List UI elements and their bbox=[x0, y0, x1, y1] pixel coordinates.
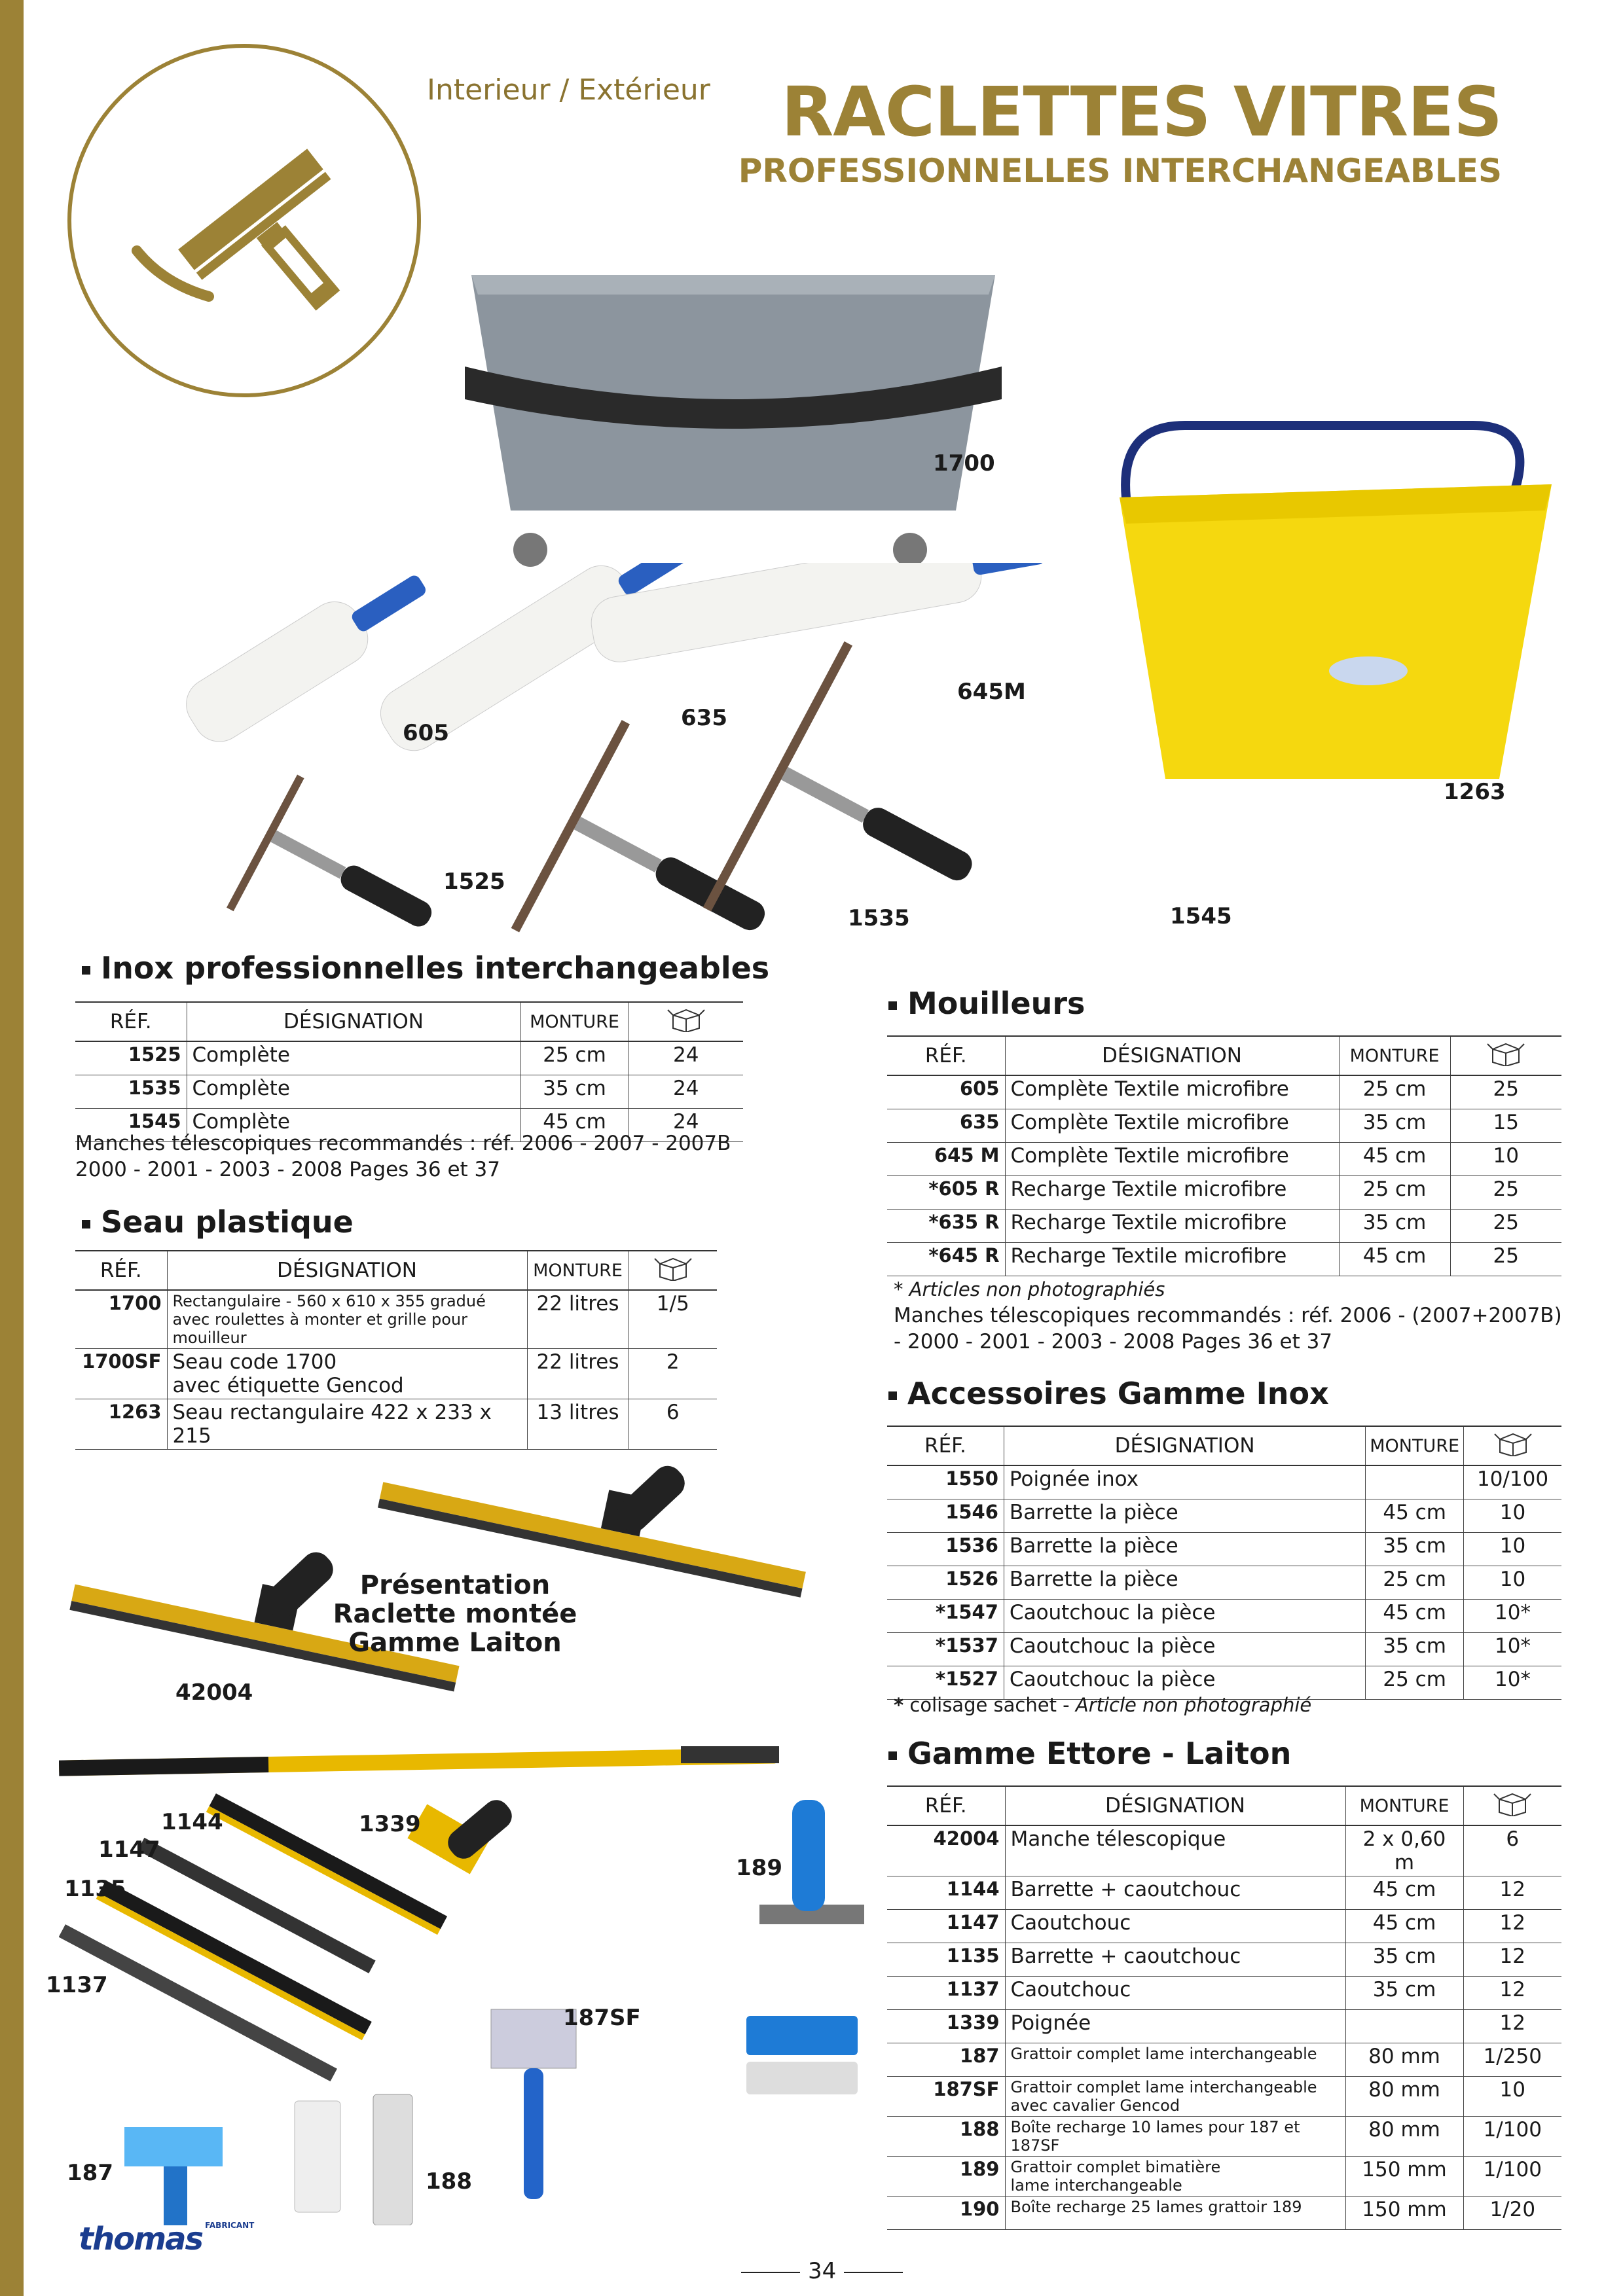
cell-colisage: 1/100 bbox=[1463, 2157, 1561, 2197]
cell-colisage: 24 bbox=[629, 1075, 743, 1109]
cell-ref: 1535 bbox=[75, 1075, 187, 1109]
cell-ref: 187 bbox=[887, 2043, 1005, 2077]
cell-colisage: 2 bbox=[629, 1349, 717, 1399]
cell-designation: Seau rectangulaire 422 x 233 x 215 bbox=[167, 1399, 527, 1450]
cell-ref: 1263 bbox=[75, 1399, 167, 1450]
table-header-row bbox=[887, 1426, 1561, 1465]
cell-designation: Caoutchouc bbox=[1005, 1910, 1345, 1943]
cell-designation: Poignée inox bbox=[1004, 1465, 1365, 1499]
table-row bbox=[887, 2117, 1561, 2157]
cell-colisage: 10 bbox=[1464, 1533, 1561, 1566]
cell-colisage: 24 bbox=[629, 1109, 743, 1142]
header-monture: MONTURE bbox=[1366, 1426, 1464, 1465]
cell-colisage: 10 bbox=[1464, 1499, 1561, 1533]
cell-ref: 1135 bbox=[887, 1943, 1005, 1977]
cell-monture: 45 cm bbox=[1339, 1143, 1450, 1176]
cell-colisage: 15 bbox=[1450, 1109, 1561, 1143]
mouilleurs-note-star: * Articles non photographiés bbox=[894, 1278, 1165, 1300]
category-label: Interieur / Extérieur bbox=[427, 73, 710, 107]
header-box bbox=[1464, 1426, 1561, 1465]
cell-ref: 42004 bbox=[887, 1825, 1005, 1876]
header-ref: RÉF. bbox=[887, 1426, 1004, 1465]
header-monture: MONTURE bbox=[527, 1251, 629, 1290]
photo-label-189: 189 bbox=[736, 1855, 782, 1881]
ettore-accessories-image bbox=[59, 1728, 897, 2225]
cell-colisage: 10* bbox=[1464, 1633, 1561, 1666]
table-row bbox=[887, 2157, 1561, 2197]
table-row bbox=[75, 1075, 743, 1109]
mouilleurs-table bbox=[887, 1035, 1561, 1276]
bucket-1700-image bbox=[458, 262, 1008, 576]
cell-monture: 45 cm bbox=[1366, 1499, 1464, 1533]
header-monture: MONTURE bbox=[1339, 1036, 1450, 1075]
ettore-table bbox=[887, 1785, 1561, 2230]
cell-designation: Poignée bbox=[1005, 2010, 1345, 2043]
table-row bbox=[887, 2197, 1561, 2230]
photo-label-1525: 1525 bbox=[443, 869, 505, 895]
cell-designation: Caoutchouc la pièce bbox=[1004, 1666, 1365, 1700]
cell-monture: 25 cm bbox=[520, 1041, 629, 1075]
cell-colisage: 12 bbox=[1463, 2010, 1561, 2043]
photo-label-645M: 645M bbox=[957, 679, 1026, 705]
accessoires-table bbox=[887, 1426, 1561, 1700]
cell-colisage: 24 bbox=[629, 1041, 743, 1075]
cell-ref: 1147 bbox=[887, 1910, 1005, 1943]
squeegee-logo bbox=[67, 44, 421, 397]
cell-monture: 45 cm bbox=[1345, 1876, 1463, 1910]
header-box bbox=[1463, 1786, 1561, 1825]
photo-label-42004: 42004 bbox=[175, 1679, 253, 1706]
cell-designation: Recharge Textile microfibre bbox=[1005, 1210, 1339, 1243]
cell-designation: Recharge Textile microfibre bbox=[1005, 1243, 1339, 1276]
cell-designation: Recharge Textile microfibre bbox=[1005, 1176, 1339, 1210]
cell-designation: Caoutchouc la pièce bbox=[1004, 1600, 1365, 1633]
cell-monture: 35 cm bbox=[1345, 1943, 1463, 1977]
cell-monture bbox=[1345, 2010, 1463, 2043]
cell-ref: 1546 bbox=[887, 1499, 1004, 1533]
inox-note-2: 2000 - 2001 - 2003 - 2008 Pages 36 et 37 bbox=[75, 1158, 500, 1181]
photo-label-187: 187 bbox=[67, 2160, 113, 2186]
photo-label-1535: 1535 bbox=[848, 905, 910, 931]
cell-colisage: 10* bbox=[1464, 1666, 1561, 1700]
header-ref: RÉF. bbox=[75, 1002, 187, 1041]
section-title-inox: Inox professionnelles interchangeables bbox=[82, 950, 769, 986]
cell-monture: 80 mm bbox=[1345, 2117, 1463, 2157]
table-row bbox=[887, 1533, 1561, 1566]
table-row bbox=[887, 2077, 1561, 2117]
header-ref: RÉF. bbox=[887, 1786, 1005, 1825]
cell-colisage: 10 bbox=[1464, 1566, 1561, 1600]
cell-colisage: 10* bbox=[1464, 1600, 1561, 1633]
table-row bbox=[887, 2010, 1561, 2043]
bullet-icon bbox=[888, 1751, 897, 1760]
cell-ref: *1527 bbox=[887, 1666, 1004, 1700]
cell-ref: 1700SF bbox=[75, 1349, 167, 1399]
cell-designation: Boîte recharge 10 lames pour 187 et 187SF bbox=[1005, 2117, 1345, 2157]
cell-monture: 150 mm bbox=[1345, 2197, 1463, 2230]
cell-designation: Grattoir complet bimatière lame interchangeable bbox=[1005, 2157, 1345, 2197]
header-box bbox=[629, 1251, 717, 1290]
cell-designation: Grattoir complet lame interchangeable avec cavalier Gencod bbox=[1005, 2077, 1345, 2117]
cell-ref: 1526 bbox=[887, 1566, 1004, 1600]
cell-ref: *605 R bbox=[887, 1176, 1005, 1210]
section-title-seau: Seau plastique bbox=[82, 1204, 354, 1240]
cell-colisage: 25 bbox=[1450, 1075, 1561, 1109]
bucket-1263-image bbox=[1106, 412, 1565, 792]
table-row bbox=[887, 1465, 1561, 1499]
cell-ref: *635 R bbox=[887, 1210, 1005, 1243]
page-number: 34 bbox=[733, 2258, 911, 2284]
cell-ref: *1537 bbox=[887, 1633, 1004, 1666]
cell-monture: 45 cm bbox=[1339, 1243, 1450, 1276]
cell-monture: 25 cm bbox=[1339, 1075, 1450, 1109]
table-row bbox=[75, 1399, 717, 1450]
header-designation: DÉSIGNATION bbox=[1004, 1426, 1365, 1465]
cell-monture: 35 cm bbox=[1339, 1109, 1450, 1143]
bullet-icon bbox=[82, 1220, 90, 1229]
table-row bbox=[887, 1943, 1561, 1977]
header-ref: RÉF. bbox=[75, 1251, 167, 1290]
cell-ref: 187SF bbox=[887, 2077, 1005, 2117]
table-row bbox=[887, 1210, 1561, 1243]
mouilleurs-note-1: Manches télescopiques recommandés : réf. 2006 - (2007+2007B) bbox=[894, 1304, 1562, 1327]
table-row bbox=[887, 1977, 1561, 2010]
cell-monture: 80 mm bbox=[1345, 2043, 1463, 2077]
section-title-ettore: Gamme Ettore - Laiton bbox=[888, 1736, 1291, 1771]
inox-table bbox=[75, 1001, 743, 1142]
box-icon bbox=[653, 1255, 693, 1281]
cell-colisage: 12 bbox=[1463, 1876, 1561, 1910]
box-icon bbox=[666, 1006, 706, 1032]
cell-monture: 2 x 0,60 m bbox=[1345, 1825, 1463, 1876]
cell-designation: Barrette + caoutchouc bbox=[1005, 1943, 1345, 1977]
cell-designation: Barrette la pièce bbox=[1004, 1533, 1365, 1566]
cell-monture: 22 litres bbox=[527, 1349, 629, 1399]
cell-designation: Barrette la pièce bbox=[1004, 1499, 1365, 1533]
header-monture: MONTURE bbox=[520, 1002, 629, 1041]
cell-colisage: 10 bbox=[1463, 2077, 1561, 2117]
table-row bbox=[887, 1910, 1561, 1943]
cell-colisage: 12 bbox=[1463, 1910, 1561, 1943]
accessoires-note: * colisage sachet - Article non photographié bbox=[894, 1694, 1312, 1716]
cell-monture: 45 cm bbox=[1366, 1600, 1464, 1633]
cell-monture: 35 cm bbox=[1366, 1533, 1464, 1566]
cell-ref: 605 bbox=[887, 1075, 1005, 1109]
header-ref: RÉF. bbox=[887, 1036, 1005, 1075]
photo-label-1545: 1545 bbox=[1170, 903, 1232, 929]
bullet-icon bbox=[888, 1001, 897, 1010]
photo-label-1700: 1700 bbox=[933, 450, 995, 476]
cell-designation: Manche télescopique bbox=[1005, 1825, 1345, 1876]
cell-designation: Complète bbox=[187, 1109, 520, 1142]
table-row bbox=[887, 1633, 1561, 1666]
table-row bbox=[887, 1243, 1561, 1276]
photo-label-1339: 1339 bbox=[359, 1811, 421, 1837]
table-row bbox=[887, 1109, 1561, 1143]
header-designation: DÉSIGNATION bbox=[1005, 1036, 1339, 1075]
box-icon bbox=[1486, 1040, 1525, 1066]
photo-label-188: 188 bbox=[426, 2168, 472, 2195]
table-row bbox=[887, 1143, 1561, 1176]
photo-label-1147: 1147 bbox=[98, 1837, 160, 1863]
mouilleurs-note-2: - 2000 - 2001 - 2003 - 2008 Pages 36 et 37 bbox=[894, 1330, 1333, 1354]
cell-designation: Boîte recharge 25 lames grattoir 189 bbox=[1005, 2197, 1345, 2230]
cell-ref: 635 bbox=[887, 1109, 1005, 1143]
squeegee-logo-icon bbox=[71, 48, 417, 393]
table-header-row bbox=[75, 1251, 717, 1290]
photo-label-1144: 1144 bbox=[161, 1809, 223, 1835]
cell-ref: 1339 bbox=[887, 2010, 1005, 2043]
cell-monture: 35 cm bbox=[1339, 1210, 1450, 1243]
cell-ref: 1550 bbox=[887, 1465, 1004, 1499]
cell-monture: 25 cm bbox=[1366, 1666, 1464, 1700]
cell-monture: 150 mm bbox=[1345, 2157, 1463, 2197]
section-title-accessoires: Accessoires Gamme Inox bbox=[888, 1376, 1329, 1411]
gold-sidebar bbox=[0, 0, 24, 2296]
section-title-mouilleurs: Mouilleurs bbox=[888, 986, 1085, 1021]
cell-colisage: 6 bbox=[629, 1399, 717, 1450]
header-monture: MONTURE bbox=[1345, 1786, 1463, 1825]
cell-monture: 35 cm bbox=[1366, 1633, 1464, 1666]
cell-colisage: 1/5 bbox=[629, 1290, 717, 1349]
cell-colisage: 25 bbox=[1450, 1243, 1561, 1276]
cell-colisage: 1/20 bbox=[1463, 2197, 1561, 2230]
cell-designation: Complète bbox=[187, 1041, 520, 1075]
cell-designation: Grattoir complet lame interchangeable bbox=[1005, 2043, 1345, 2077]
cell-monture: 22 litres bbox=[527, 1290, 629, 1349]
cell-monture: 25 cm bbox=[1366, 1566, 1464, 1600]
table-row bbox=[887, 1825, 1561, 1876]
inox-note-1: Manches télescopiques recommandés : réf. 2006 - 2007 - 2007B bbox=[75, 1132, 731, 1155]
header-box bbox=[629, 1002, 743, 1041]
table-row bbox=[887, 1876, 1561, 1910]
photo-label-1263: 1263 bbox=[1444, 779, 1506, 805]
cell-ref: 1137 bbox=[887, 1977, 1005, 2010]
cell-monture: 45 cm bbox=[520, 1109, 629, 1142]
cell-monture: 45 cm bbox=[1345, 1910, 1463, 1943]
cell-colisage: 6 bbox=[1463, 1825, 1561, 1876]
presentation-label: Présentation Raclette montée Gamme Laiton bbox=[333, 1570, 577, 1658]
box-icon bbox=[1493, 1790, 1532, 1816]
cell-designation: Barrette la pièce bbox=[1004, 1566, 1365, 1600]
cell-colisage: 10/100 bbox=[1464, 1465, 1561, 1499]
seau-table bbox=[75, 1250, 717, 1450]
cell-ref: 1525 bbox=[75, 1041, 187, 1075]
table-header-row bbox=[887, 1036, 1561, 1075]
cell-ref: 1700 bbox=[75, 1290, 167, 1349]
cell-designation: Complète Textile microfibre bbox=[1005, 1143, 1339, 1176]
cell-colisage: 12 bbox=[1463, 1977, 1561, 2010]
photo-label-1135: 1135 bbox=[64, 1876, 126, 1902]
thomas-logo: thomas $^{FABRICANT}$ bbox=[79, 2221, 255, 2257]
cell-designation: Complète Textile microfibre bbox=[1005, 1075, 1339, 1109]
header-box bbox=[1450, 1036, 1561, 1075]
cell-ref: 190 bbox=[887, 2197, 1005, 2230]
table-row bbox=[887, 1075, 1561, 1109]
table-row bbox=[887, 1566, 1561, 1600]
bullet-icon bbox=[888, 1391, 897, 1400]
cell-ref: 1536 bbox=[887, 1533, 1004, 1566]
table-row bbox=[75, 1349, 717, 1399]
cell-designation: Complète Textile microfibre bbox=[1005, 1109, 1339, 1143]
cell-colisage: 25 bbox=[1450, 1210, 1561, 1243]
cell-designation: Barrette + caoutchouc bbox=[1005, 1876, 1345, 1910]
photo-label-1137: 1137 bbox=[46, 1972, 108, 1998]
cell-designation: Rectangulaire - 560 x 610 x 355 gradué avec roulettes à monter et grille pour mouilleur bbox=[167, 1290, 527, 1349]
table-row bbox=[75, 1290, 717, 1349]
cell-designation: Caoutchouc la pièce bbox=[1004, 1633, 1365, 1666]
cell-monture: 25 cm bbox=[1339, 1176, 1450, 1210]
photo-label-187SF: 187SF bbox=[563, 2005, 641, 2031]
cell-monture: 35 cm bbox=[1345, 1977, 1463, 2010]
page-subtitle: PROFESSIONNELLES INTERCHANGEABLES bbox=[738, 152, 1502, 190]
cell-monture bbox=[1366, 1465, 1464, 1499]
table-row bbox=[887, 1176, 1561, 1210]
header-designation: DÉSIGNATION bbox=[1005, 1786, 1345, 1825]
photo-label-635: 635 bbox=[681, 705, 727, 731]
table-row bbox=[75, 1041, 743, 1075]
washers-and-squeegees-image bbox=[177, 563, 1120, 982]
table-row bbox=[887, 1499, 1561, 1533]
cell-colisage: 25 bbox=[1450, 1176, 1561, 1210]
cell-ref: 1545 bbox=[75, 1109, 187, 1142]
page-title: RACLETTES VITRES bbox=[781, 72, 1502, 152]
cell-ref: *1547 bbox=[887, 1600, 1004, 1633]
cell-monture: 13 litres bbox=[527, 1399, 629, 1450]
cell-colisage: 1/100 bbox=[1463, 2117, 1561, 2157]
box-icon bbox=[1493, 1430, 1533, 1456]
cell-designation: Caoutchouc bbox=[1005, 1977, 1345, 2010]
cell-ref: *645 R bbox=[887, 1243, 1005, 1276]
cell-monture: 80 mm bbox=[1345, 2077, 1463, 2117]
cell-ref: 188 bbox=[887, 2117, 1005, 2157]
bullet-icon bbox=[82, 966, 90, 975]
table-row bbox=[887, 1600, 1561, 1633]
cell-ref: 189 bbox=[887, 2157, 1005, 2197]
cell-ref: 1144 bbox=[887, 1876, 1005, 1910]
header-designation: DÉSIGNATION bbox=[187, 1002, 520, 1041]
cell-colisage: 12 bbox=[1463, 1943, 1561, 1977]
cell-designation: Seau code 1700 avec étiquette Gencod bbox=[167, 1349, 527, 1399]
cell-colisage: 10 bbox=[1450, 1143, 1561, 1176]
table-row bbox=[887, 2043, 1561, 2077]
cell-monture: 35 cm bbox=[520, 1075, 629, 1109]
cell-ref: 645 M bbox=[887, 1143, 1005, 1176]
table-header-row bbox=[75, 1002, 743, 1041]
photo-label-605: 605 bbox=[403, 720, 449, 746]
table-header-row bbox=[887, 1786, 1561, 1825]
header-designation: DÉSIGNATION bbox=[167, 1251, 527, 1290]
cell-colisage: 1/250 bbox=[1463, 2043, 1561, 2077]
cell-designation: Complète bbox=[187, 1075, 520, 1109]
